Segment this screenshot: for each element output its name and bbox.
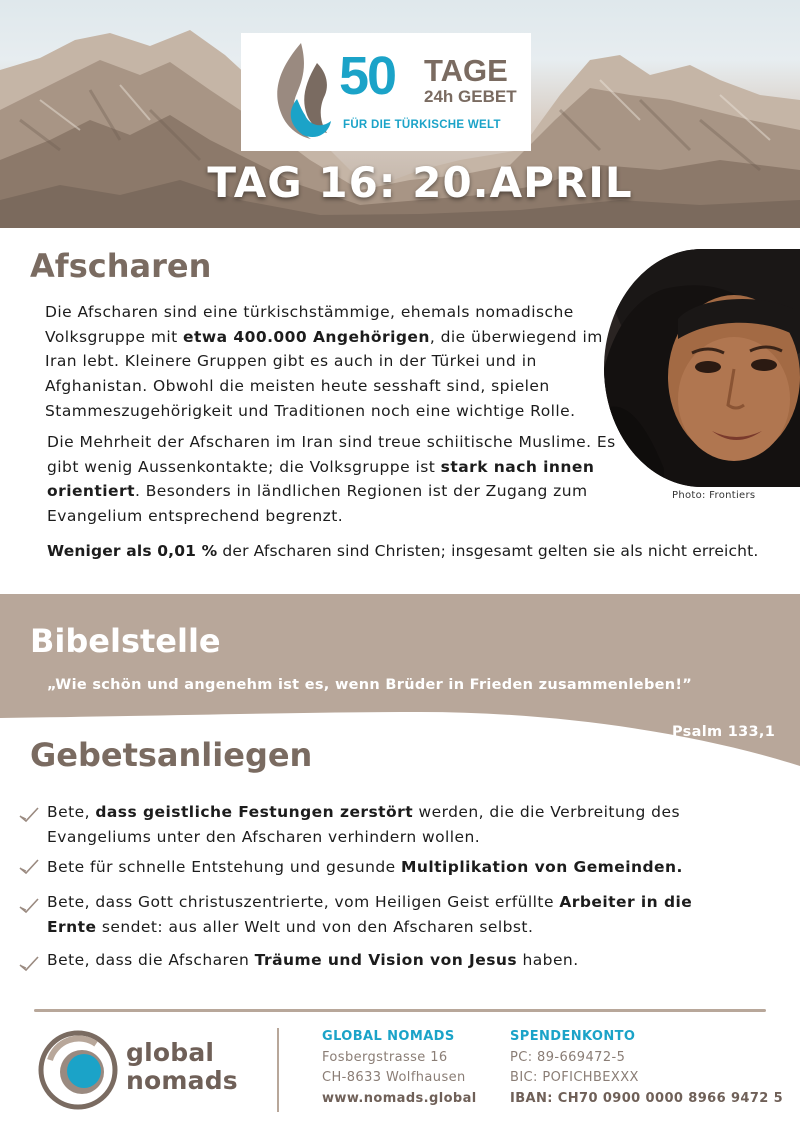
prayer-highlight: Träume und Vision von Jesus: [254, 951, 518, 969]
text: haben.: [517, 951, 579, 969]
section-title-prayer: Gebetsanliegen: [30, 736, 313, 774]
checkmark-icon: [18, 897, 40, 915]
checkmark-icon: [18, 955, 40, 973]
portrait-photo: [604, 249, 800, 487]
text: Die Mehrheit der Afscharen im Iran sind treue schiitische Muslime. Es gibt wenig Aussenkontakte; die Volksgruppe ist: [47, 433, 616, 476]
wordmark-line-2: nomads: [126, 1066, 238, 1095]
logo-gebet: 24h GEBET: [424, 87, 517, 106]
text: Bete, dass die Afscharen: [47, 951, 255, 969]
text: Die Afscharen sind eine türkischstämmige, ehemals nomadische Volksgruppe mit: [45, 303, 574, 346]
photo-credit: Photo: Frontiers: [672, 490, 756, 501]
people-group-paragraph-1: [45, 300, 605, 424]
donation-heading: SPENDENKONTO: [510, 1029, 636, 1044]
donation-iban: IBAN: CH70 0900 0000 8966 9472 5: [510, 1090, 784, 1106]
text: der Afscharen sind Christen; insgesamt gelten sie als nicht erreicht.: [217, 542, 759, 560]
logo-subtitle: FÜR DIE TÜRKISCHE WELT: [343, 119, 501, 131]
people-group-paragraph-3: [47, 539, 792, 564]
wordmark-line-1: global: [126, 1038, 215, 1067]
highlight-population: etwa 400.000 Angehörigen: [183, 327, 430, 346]
text: sendet: aus aller Welt und von den Afscharen selbst.: [96, 917, 534, 936]
donation-pc: PC: 89-669472-5: [510, 1049, 626, 1065]
org-street: Fosbergstrasse 16: [322, 1049, 448, 1065]
prayer-item: [47, 855, 747, 880]
people-group-paragraph-2: [47, 430, 632, 529]
text: . Besonders in ländlichen Regionen ist der Zugang zum Evangelium entsprechend begrenzt.: [47, 482, 588, 526]
highlight-percentage: Weniger als 0,01 %: [47, 542, 218, 560]
global-nomads-wordmark: [126, 1039, 238, 1095]
checkmark-icon: [18, 858, 40, 876]
prayer-item: [47, 890, 747, 939]
event-logo: [241, 33, 531, 151]
header-banner: [0, 0, 800, 228]
text: , die überwiegend im Iran lebt. Kleinere Gruppen gibt es auch in der Türkei und in Afghanistan. Obwohl die meisten heute sesshaft sind, spielen Stammeszugehörigkeit und Traditionen noch eine wichtige Rolle.: [45, 327, 603, 420]
donation-bic: BIC: POFICHBEXXX: [510, 1070, 639, 1085]
org-city: CH-8633 Wolfhausen: [322, 1070, 466, 1085]
prayer-highlight: dass geistliche Festungen zerstört: [95, 803, 414, 821]
highlight-inward: stark nach innen orientiert: [47, 457, 595, 501]
section-title-bible: Bibelstelle: [30, 622, 221, 660]
text: Bete,: [47, 803, 96, 821]
org-address: [322, 1027, 477, 1109]
prayer-highlight: Multiplikation von Gemeinden.: [401, 858, 683, 876]
prayer-item: [47, 800, 747, 849]
logo-number: 50: [339, 46, 396, 106]
bible-quote: „Wie schön und angenehm ist es, wenn Brüder in Frieden zusammenleben!”: [47, 677, 693, 693]
text: werden, die die Verbreitung des Evangeliums unter den Afscharen verhindern wollen.: [47, 803, 680, 846]
section-title-people-group: Afscharen: [30, 247, 212, 285]
logo-tage: TAGE: [424, 53, 508, 88]
org-heading: GLOBAL NOMADS: [322, 1029, 455, 1044]
bible-reference: Psalm 133,1: [672, 724, 776, 740]
prayer-item: [47, 948, 747, 973]
day-title: TAG 16: 20.APRIL: [207, 158, 633, 207]
flame-icon: [267, 41, 335, 141]
global-nomads-logo-icon: [38, 1030, 118, 1110]
donation-account: [510, 1027, 783, 1109]
checkmark-icon: [18, 806, 40, 824]
org-website-link[interactable]: www.nomads.global: [322, 1090, 477, 1106]
text: Bete für schnelle Entstehung und gesunde: [47, 858, 402, 876]
footer-vertical-divider: [277, 1028, 279, 1112]
prayer-highlight: Arbeiter in die Ernte: [47, 893, 693, 936]
text: Bete, dass Gott christuszentrierte, vom Heiligen Geist erfüllte: [47, 893, 560, 911]
footer-divider-line: [34, 1009, 766, 1012]
